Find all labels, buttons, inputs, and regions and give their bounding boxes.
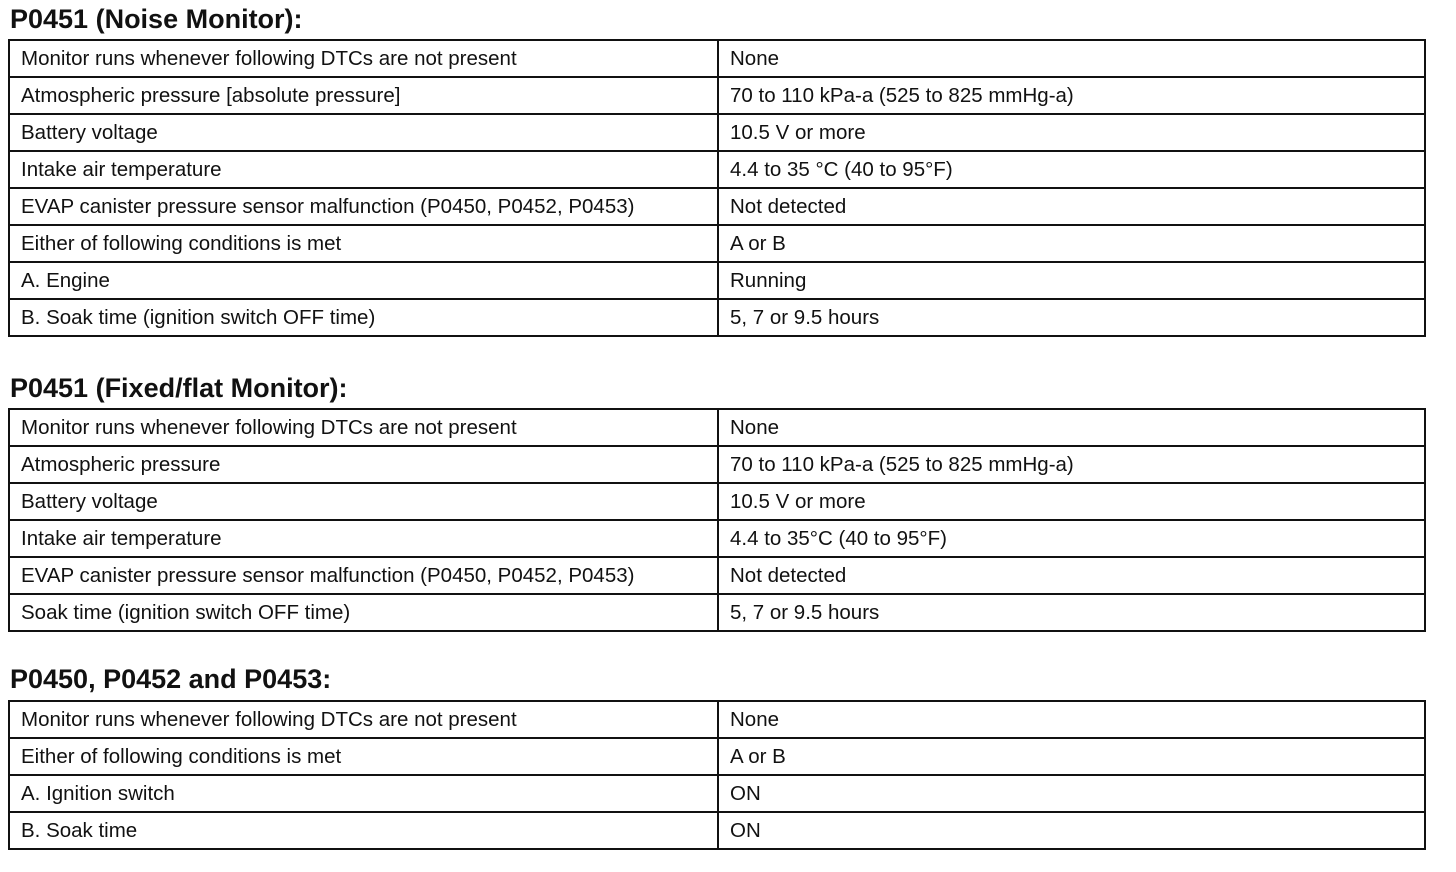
conditions-table-noise-monitor — [8, 39, 1426, 337]
condition-value: None — [718, 40, 1425, 77]
table-row — [9, 520, 1425, 557]
condition-value: A or B — [718, 225, 1425, 262]
conditions-table-p0450-p0452-p0453 — [8, 700, 1426, 850]
condition-value: 70 to 110 kPa-a (525 to 825 mmHg-a) — [718, 77, 1425, 114]
condition-label: Either of following conditions is met — [9, 225, 718, 262]
section-title-noise-monitor: P0451 (Noise Monitor): — [10, 4, 303, 34]
condition-value: ON — [718, 812, 1425, 849]
condition-value: None — [718, 701, 1425, 738]
table-row — [9, 262, 1425, 299]
condition-label: B. Soak time (ignition switch OFF time) — [9, 299, 718, 336]
condition-value: None — [718, 409, 1425, 446]
condition-label: Either of following conditions is met — [9, 738, 718, 775]
condition-label: Battery voltage — [9, 114, 718, 151]
condition-label: Battery voltage — [9, 483, 718, 520]
table-row — [9, 225, 1425, 262]
condition-value: Not detected — [718, 557, 1425, 594]
table-row — [9, 557, 1425, 594]
table-row — [9, 188, 1425, 225]
condition-value: A or B — [718, 738, 1425, 775]
table-row — [9, 77, 1425, 114]
section-title-p0450-p0452-p0453: P0450, P0452 and P0453: — [10, 664, 332, 694]
table-row — [9, 483, 1425, 520]
conditions-table-fixed-flat-monitor — [8, 408, 1426, 632]
condition-label: Intake air temperature — [9, 151, 718, 188]
table-row — [9, 409, 1425, 446]
table-row — [9, 114, 1425, 151]
condition-label: EVAP canister pressure sensor malfunction (P0450, P0452, P0453) — [9, 188, 718, 225]
condition-value: 70 to 110 kPa-a (525 to 825 mmHg-a) — [718, 446, 1425, 483]
condition-value: ON — [718, 775, 1425, 812]
condition-value: 4.4 to 35 °C (40 to 95°F) — [718, 151, 1425, 188]
condition-label: B. Soak time — [9, 812, 718, 849]
condition-label: Atmospheric pressure — [9, 446, 718, 483]
condition-value: 4.4 to 35°C (40 to 95°F) — [718, 520, 1425, 557]
condition-label: Monitor runs whenever following DTCs are not present — [9, 701, 718, 738]
condition-value: 5, 7 or 9.5 hours — [718, 299, 1425, 336]
condition-value: 10.5 V or more — [718, 114, 1425, 151]
condition-value: Running — [718, 262, 1425, 299]
condition-label: Intake air temperature — [9, 520, 718, 557]
condition-label: Soak time (ignition switch OFF time) — [9, 594, 718, 631]
table-row — [9, 701, 1425, 738]
condition-value: 10.5 V or more — [718, 483, 1425, 520]
condition-label: EVAP canister pressure sensor malfunction (P0450, P0452, P0453) — [9, 557, 718, 594]
table-row — [9, 446, 1425, 483]
condition-label: Monitor runs whenever following DTCs are not present — [9, 409, 718, 446]
table-row — [9, 775, 1425, 812]
table-row — [9, 594, 1425, 631]
table-row — [9, 299, 1425, 336]
condition-label: Atmospheric pressure [absolute pressure] — [9, 77, 718, 114]
table-row — [9, 40, 1425, 77]
table-row — [9, 151, 1425, 188]
section-title-fixed-flat-monitor: P0451 (Fixed/flat Monitor): — [10, 373, 348, 403]
table-row — [9, 738, 1425, 775]
table-row — [9, 812, 1425, 849]
condition-label: A. Engine — [9, 262, 718, 299]
condition-label: A. Ignition switch — [9, 775, 718, 812]
condition-label: Monitor runs whenever following DTCs are not present — [9, 40, 718, 77]
condition-value: Not detected — [718, 188, 1425, 225]
condition-value: 5, 7 or 9.5 hours — [718, 594, 1425, 631]
